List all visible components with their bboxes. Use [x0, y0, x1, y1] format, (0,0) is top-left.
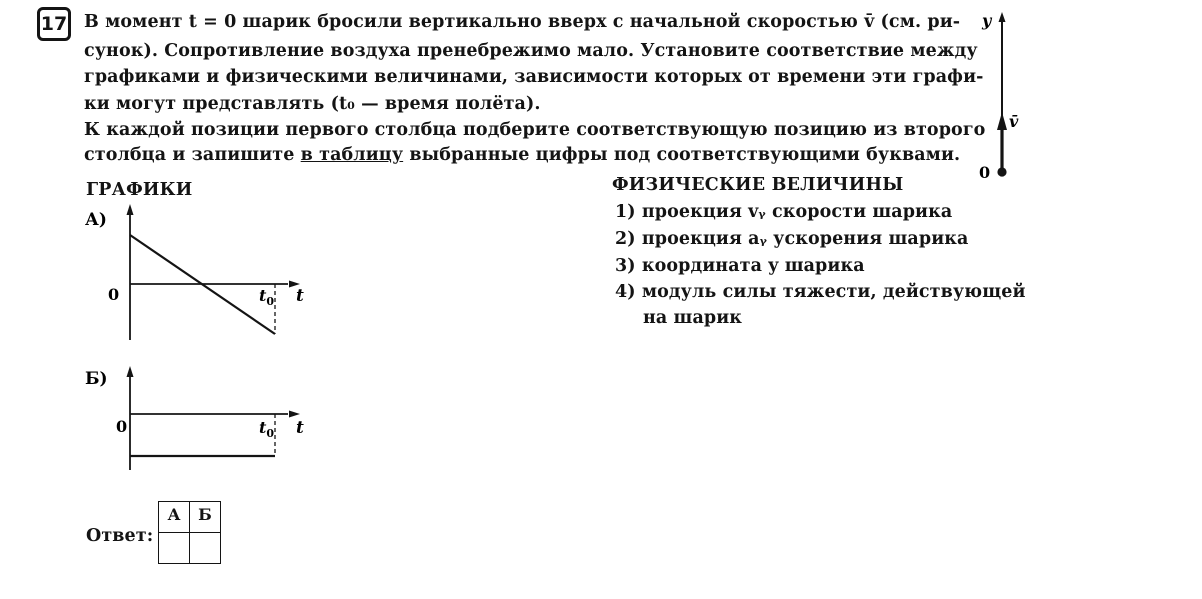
answer-table-link: в таблицу — [300, 145, 404, 165]
answer-header-a: А — [159, 502, 190, 533]
task-text-line-6 — [84, 145, 960, 165]
velocity-label: v̄ — [1009, 112, 1019, 131]
task-text-line-6-end: выбранные цифры под соответствующими буквами. — [403, 145, 961, 165]
graph-a-vertical-arrowhead — [127, 204, 134, 215]
graph-b-t0-letter: t — [259, 418, 267, 437]
y-axis-arrowhead — [999, 12, 1006, 22]
ball-figure — [970, 8, 1030, 183]
graph-a-label: А) — [85, 210, 107, 230]
answer-cell-b[interactable] — [190, 533, 221, 564]
answer-header-b: Б — [190, 502, 221, 533]
y-axis-label: y — [982, 11, 992, 30]
graph-a-t0-label — [259, 286, 274, 308]
graph-a — [84, 200, 324, 350]
graph-b-t0-label — [259, 418, 274, 440]
quantity-item-2: 2) проекция aᵧ ускорения шарика — [615, 229, 969, 249]
graph-b — [84, 362, 324, 474]
graph-b-vertical-arrowhead — [127, 366, 134, 377]
task-text-line-4: ки могут представлять (t₀ — время полёта). — [84, 94, 541, 114]
graph-b-label: Б) — [85, 369, 108, 389]
answer-label: Ответ: — [86, 526, 154, 546]
graph-a-t0-letter: t — [259, 286, 267, 305]
velocity-arrow-head — [997, 112, 1007, 130]
task-text-line-5: К каждой позиции первого столбца подберите соответствующую позицию из второго — [84, 120, 986, 140]
answer-table — [158, 501, 221, 564]
answer-cell-a[interactable] — [159, 533, 190, 564]
graph-b-zero-label: 0 — [116, 417, 128, 436]
task-text-line-1: В момент t = 0 шарик бросили вертикально вверх с начальной скоростью v̄ (см. ри- — [84, 12, 961, 32]
ball — [997, 167, 1006, 176]
task-number: 17 — [37, 7, 71, 41]
quantity-item-4-continued: на шарик — [643, 308, 743, 328]
quantity-item-1: 1) проекция vᵧ скорости шарика — [615, 202, 953, 222]
task-text-line-3: графиками и физическими величинами, зависимости которых от времени эти графи- — [84, 67, 984, 87]
graph-b-t0-subscript: 0 — [266, 427, 275, 440]
quantity-item-3: 3) координата y шарика — [615, 256, 865, 276]
graph-b-time-arrowhead — [289, 411, 300, 418]
origin-label: 0 — [979, 163, 991, 182]
graph-a-t0-subscript: 0 — [266, 295, 275, 308]
graphs-heading: ГРАФИКИ — [86, 180, 193, 200]
task-text-line-2: сунок). Сопротивление воздуха пренебрежимо мало. Установите соответствие между — [84, 41, 978, 61]
graph-b-t-label: t — [296, 418, 304, 438]
task-text-line-6-start: столбца и запишите — [84, 145, 301, 165]
quantities-heading: ФИЗИЧЕСКИЕ ВЕЛИЧИНЫ — [612, 175, 904, 195]
quantity-item-4: 4) модуль силы тяжести, действующей — [615, 282, 1026, 302]
graph-a-t-label: t — [296, 286, 304, 306]
graph-a-zero-label: 0 — [108, 285, 120, 304]
